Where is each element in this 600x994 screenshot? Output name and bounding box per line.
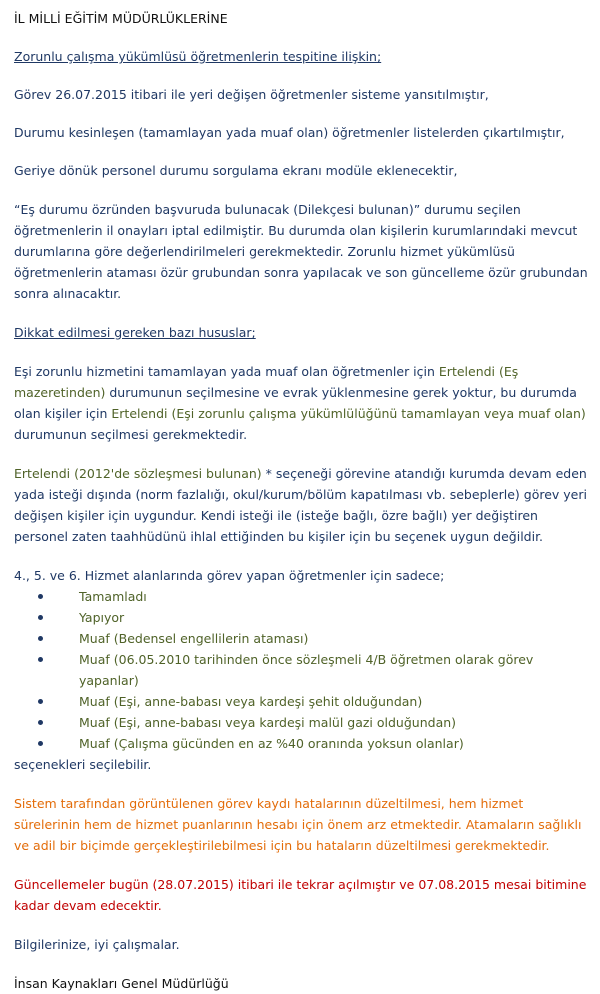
list-item (14, 712, 592, 733)
list-item (14, 607, 592, 628)
option-label: Muaf (06.05.2010 tarihinden önce sözleşmeli 4/B öğretmen olarak görev yapanlar) (79, 652, 534, 688)
closing-line: Bilgilerinize, iyi çalışmalar. (14, 937, 180, 952)
list-item (14, 733, 592, 754)
status-option-text: Ertelendi (2012'de sözleşmesi bulunan) (14, 466, 262, 481)
paragraph-postponed-spouse (14, 361, 592, 445)
paragraph-update-dates: Güncellemeler bugün (28.07.2015) itibari ile tekrar açılmıştır ve 07.08.2015 mesai bitimine kadar devam edecektir. (14, 877, 587, 913)
options-intro: 4., 5. ve 6. Hizmet alanlarında görev yapan öğretmenler için sadece; (14, 568, 445, 583)
paragraph-spouse-excuse: “Eş durumu özründen başvuruda bulunacak (Dilekçesi bulunan)” durumu seçilen öğretmenlerin il onayları iptal edilmiştir. Bu durumda olan kişilerin kurumlarındaki mevcut durumlarına göre değerlendirilmeleri gerekmektedir. Zorunlu hizmet yükümlüsü öğretmenlerin ataması özür grubundan sonra yapılacak ve son güncelleme özür grubundan sonra alınacaktır. (14, 202, 588, 301)
addressee-heading: İL MİLLİ EĞİTİM MÜDÜRLÜKLERİNE (14, 11, 228, 26)
list-item (14, 586, 592, 607)
list-item (14, 649, 592, 691)
bullet-icon (38, 594, 43, 599)
status-option-text: Ertelendi (Eşi zorunlu çalışma yükümlülüğünü tamamlayan veya muaf olan) (111, 406, 586, 421)
option-label: Muaf (Çalışma gücünden en az %40 oranında yoksun olanlar) (79, 736, 464, 751)
option-label: Tamamladı (79, 589, 147, 604)
paragraph-text: Eşi zorunlu hizmetini tamamlayan yada muaf olan öğretmenler için (14, 364, 439, 379)
option-label: Muaf (Eşi, anne-babası veya kardeşi şehit olduğundan) (79, 694, 423, 709)
paragraph-removed: Durumu kesinleşen (tamamlayan yada muaf olan) öğretmenler listelerden çıkartılmıştır, (14, 125, 565, 140)
list-item (14, 691, 592, 712)
paragraph-text: durumunun seçilmesine ve evrak yüklenmesine gerek yoktur, bu durumda olan kişiler için (14, 385, 577, 421)
option-label: Yapıyor (79, 610, 125, 625)
signature-line: İnsan Kaynakları Genel Müdürlüğü (14, 976, 229, 991)
paragraph-text: durumunun seçilmesi gerekmektedir. (14, 427, 248, 442)
status-options-list (14, 586, 592, 754)
bullet-icon (38, 615, 43, 620)
paragraph-text: * seçeneği görevine atandığı kurumda devam eden yada isteği dışında (norm fazlalığı, okul/kurum/bölüm kapatılması vb. sebeplerle) görev yeri değişen kişiler için uygundur. Kendi isteği ile (isteğe bağlı, özre bağlı) yer değiştiren personel zaten taahhüdünü ihlal ettiğinden bu kişiler için bu seçenek uygun değildir. (14, 466, 587, 544)
bullet-icon (38, 657, 43, 662)
paragraph-query-screen: Geriye dönük personel durumu sorgulama ekranı modüle eklenecektir, (14, 163, 458, 178)
paragraph-record-errors: Sistem tarafından görüntülenen görev kaydı hatalarının düzeltilmesi, hem hizmet sürelerinin hem de hizmet puanlarının hesabı için önem arz etmektedir. Atamaların sağlıklı ve adil bir biçimde gerçekleştirilebilmesi için bu hataların düzeltilmesi gerekmektedir. (14, 796, 582, 853)
paragraph-postponed-2012 (14, 463, 592, 547)
paragraph-reflected: Görev 26.07.2015 itibari ile yeri değişen öğretmenler sisteme yansıtılmıştır, (14, 87, 489, 102)
list-item (14, 628, 592, 649)
announcement-document (14, 8, 592, 994)
bullet-icon (38, 741, 43, 746)
option-label: Muaf (Bedensel engellilerin ataması) (79, 631, 309, 646)
status-option-text: Ertelendi (Eş mazeretinden) (14, 364, 519, 400)
bullet-icon (38, 720, 43, 725)
subject-line: Zorunlu çalışma yükümlüsü öğretmenlerin tespitine ilişkin; (14, 49, 382, 64)
bullet-icon (38, 636, 43, 641)
option-label: Muaf (Eşi, anne-babası veya kardeşi malül gazi olduğundan) (79, 715, 457, 730)
options-outro: seçenekleri seçilebilir. (14, 757, 152, 772)
bullet-icon (38, 699, 43, 704)
notes-heading: Dikkat edilmesi gereken bazı hususlar; (14, 325, 256, 340)
